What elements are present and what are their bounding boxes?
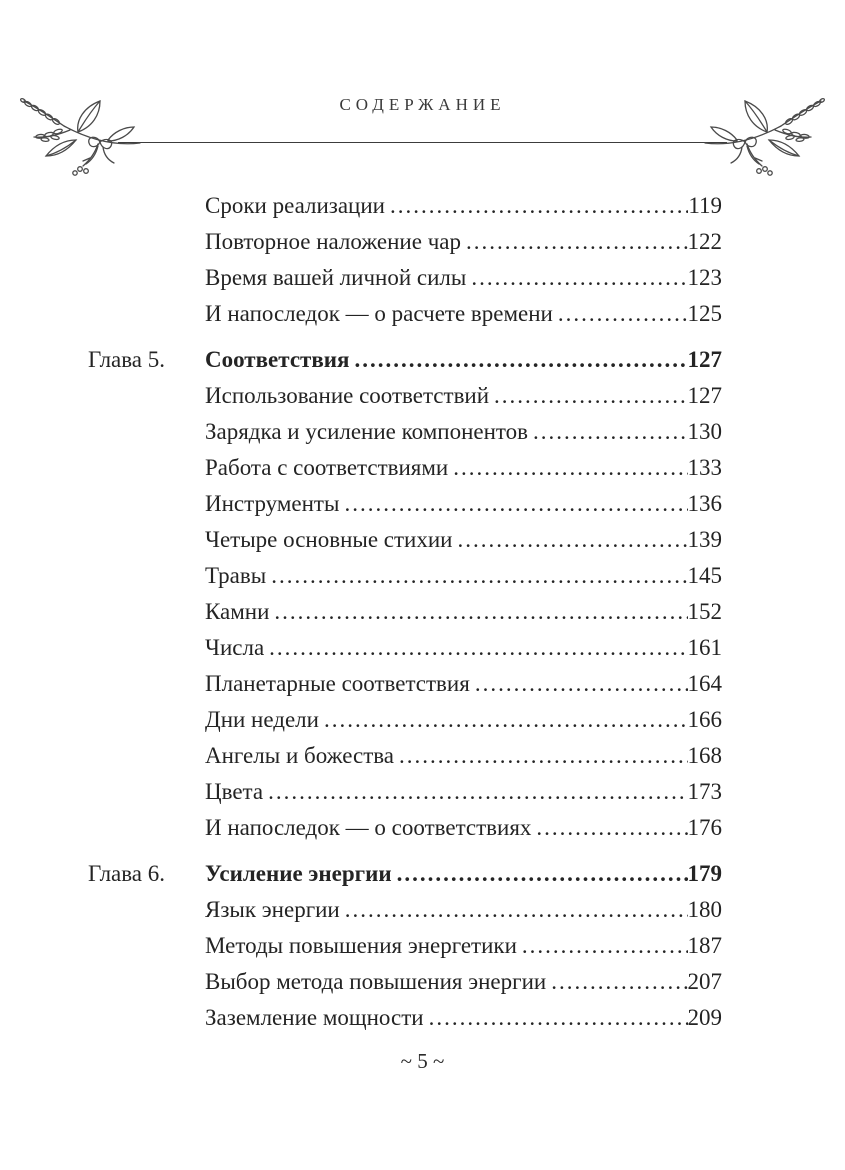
entry-title: Время вашей личной силы bbox=[205, 265, 467, 290]
toc-row bbox=[88, 1000, 722, 1036]
dot-leader bbox=[266, 558, 687, 594]
toc-row bbox=[88, 810, 722, 846]
page-number: 127 bbox=[687, 347, 722, 372]
entry-title: Дни недели bbox=[205, 707, 319, 732]
chapter-label: Глава 5. bbox=[88, 347, 166, 372]
dot-leader bbox=[263, 774, 687, 810]
toc-row bbox=[88, 342, 722, 378]
toc-row bbox=[88, 188, 722, 224]
toc-row bbox=[88, 964, 722, 1000]
entry-title: И напоследок — о расчете времени bbox=[205, 301, 553, 326]
dot-leader bbox=[466, 260, 687, 296]
dot-leader bbox=[339, 486, 687, 522]
page-number: 209 bbox=[687, 1005, 722, 1030]
entry-title: Работа с соответствиями bbox=[205, 455, 449, 480]
dot-leader bbox=[269, 594, 687, 630]
entry-title: Заземление мощности bbox=[205, 1005, 424, 1030]
page-number: 125 bbox=[687, 301, 722, 326]
dot-leader bbox=[394, 738, 687, 774]
entry-title: Цвета bbox=[205, 779, 264, 804]
toc-row bbox=[88, 522, 722, 558]
toc-row bbox=[88, 666, 722, 702]
dot-leader bbox=[461, 224, 688, 260]
dot-leader bbox=[553, 296, 688, 332]
page-number: 123 bbox=[687, 265, 722, 290]
toc-row bbox=[88, 892, 722, 928]
dot-leader bbox=[452, 522, 687, 558]
entry-title: Усиление энергии bbox=[205, 861, 392, 886]
toc-row bbox=[88, 738, 722, 774]
toc-row bbox=[88, 594, 722, 630]
toc-row bbox=[88, 224, 722, 260]
dot-leader bbox=[517, 928, 688, 964]
page-number: 127 bbox=[687, 383, 722, 408]
page-number: 130 bbox=[687, 419, 722, 444]
toc-list bbox=[88, 188, 722, 1036]
chapter-label: Глава 6. bbox=[88, 861, 166, 886]
floral-sprig-icon bbox=[701, 94, 833, 186]
toc-row bbox=[88, 856, 722, 892]
dot-leader bbox=[528, 414, 688, 450]
entry-title: Числа bbox=[205, 635, 265, 660]
entry-title: Методы повышения энергетики bbox=[205, 933, 517, 958]
page-number: 164 bbox=[687, 671, 722, 696]
page-number: 136 bbox=[687, 491, 722, 516]
page-number: 207 bbox=[687, 969, 722, 994]
entry-title: Планетарные соответствия bbox=[205, 671, 470, 696]
entry-title: И напоследок — о соответствиях bbox=[205, 815, 532, 840]
page-title: СОДЕРЖАНИЕ bbox=[339, 95, 506, 114]
dot-leader bbox=[340, 892, 688, 928]
entry-title: Инструменты bbox=[205, 491, 340, 516]
dot-leader bbox=[319, 702, 688, 738]
dot-leader bbox=[470, 666, 688, 702]
entry-title: Четыре основные стихии bbox=[205, 527, 453, 552]
page-number: 122 bbox=[687, 229, 722, 254]
toc-row bbox=[88, 450, 722, 486]
toc-row bbox=[88, 774, 722, 810]
entry-title: Травы bbox=[205, 563, 267, 588]
dot-leader bbox=[392, 856, 688, 892]
page-number: 168 bbox=[687, 743, 722, 768]
dot-leader bbox=[264, 630, 687, 666]
page-number: 145 bbox=[687, 563, 722, 588]
dot-leader bbox=[531, 810, 687, 846]
floral-sprig-icon bbox=[12, 94, 144, 186]
entry-title: Зарядка и усиление компонентов bbox=[205, 419, 528, 444]
dot-leader bbox=[385, 188, 688, 224]
footer-page-number: ~ 5 ~ bbox=[400, 1049, 445, 1073]
dot-leader bbox=[349, 342, 687, 378]
entry-title: Повторное наложение чар bbox=[205, 229, 461, 254]
page-number: 152 bbox=[687, 599, 722, 624]
header-rule bbox=[118, 142, 727, 143]
page-number: 187 bbox=[687, 933, 722, 958]
entry-title: Камни bbox=[205, 599, 270, 624]
entry-title: Ангелы и божества bbox=[205, 743, 395, 768]
entry-title: Использование соответствий bbox=[205, 383, 490, 408]
toc-row bbox=[88, 928, 722, 964]
toc-row bbox=[88, 702, 722, 738]
toc-row bbox=[88, 558, 722, 594]
entry-title: Соответствия bbox=[205, 347, 350, 372]
toc-row bbox=[88, 486, 722, 522]
toc-row bbox=[88, 414, 722, 450]
page-number: 166 bbox=[687, 707, 722, 732]
dot-leader bbox=[424, 1000, 688, 1036]
page-number: 133 bbox=[687, 455, 722, 480]
toc-row bbox=[88, 296, 722, 332]
toc-row bbox=[88, 260, 722, 296]
page-number: 161 bbox=[687, 635, 722, 660]
page-number: 139 bbox=[687, 527, 722, 552]
entry-title: Сроки реализации bbox=[205, 193, 385, 218]
toc-row bbox=[88, 630, 722, 666]
toc-row bbox=[88, 378, 722, 414]
entry-title: Выбор метода повышения энергии bbox=[205, 969, 547, 994]
page-number: 180 bbox=[687, 897, 722, 922]
dot-leader bbox=[489, 378, 687, 414]
page-number: 173 bbox=[687, 779, 722, 804]
entry-title: Язык энергии bbox=[205, 897, 340, 922]
page-number: 179 bbox=[687, 861, 722, 886]
page-number: 119 bbox=[688, 193, 722, 218]
dot-leader bbox=[448, 450, 687, 486]
dot-leader bbox=[546, 964, 687, 1000]
page-number: 176 bbox=[687, 815, 722, 840]
